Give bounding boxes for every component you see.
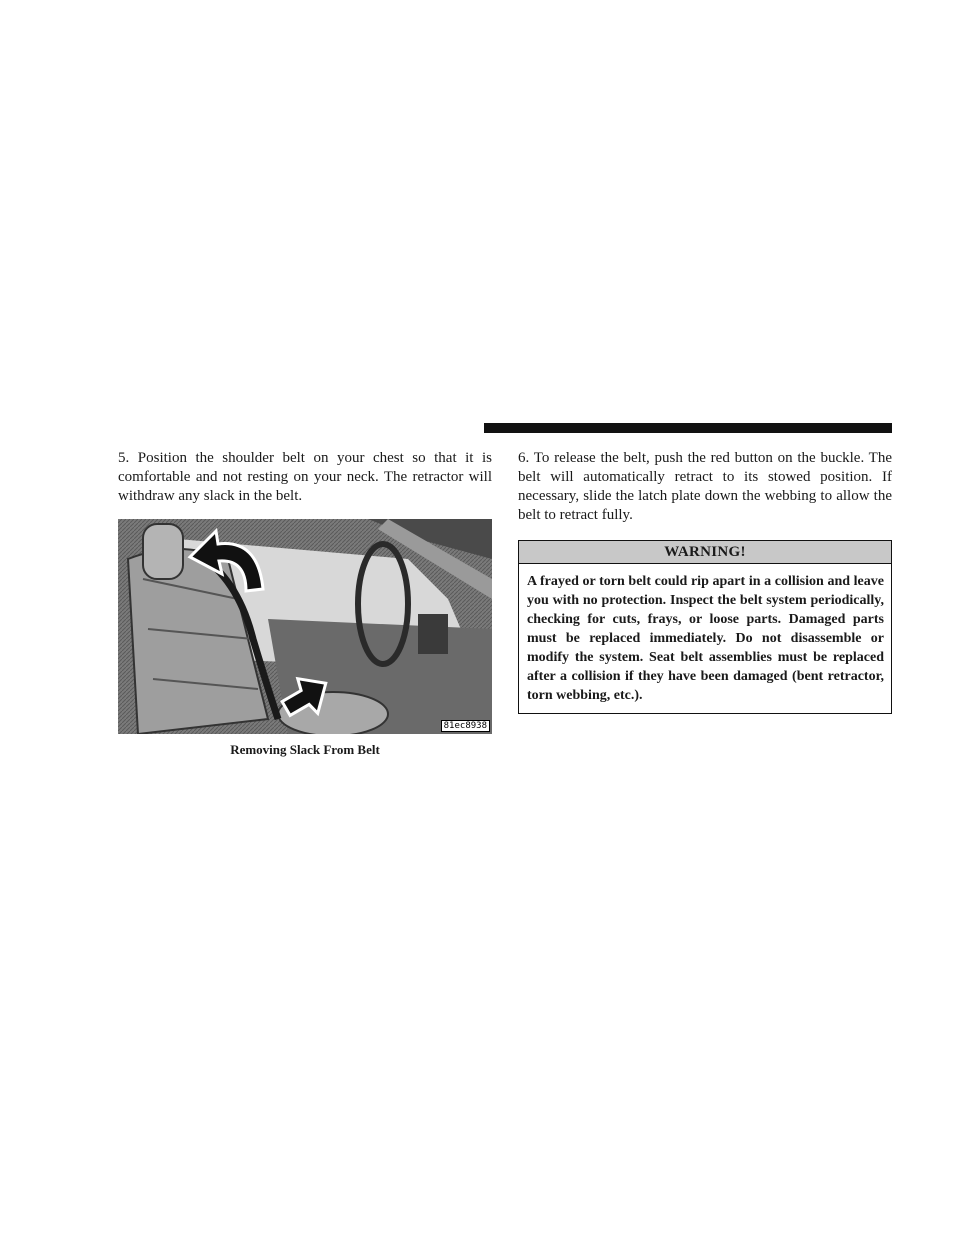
step-5-paragraph: 5. Position the shoulder belt on your chest so that it is comfortable and not resting on your neck. The retractor will withdraw any slack in the belt. [118, 450, 492, 504]
warning-box [518, 540, 892, 714]
right-column [518, 449, 892, 714]
warning-text: A frayed or torn belt could rip apart in a collision and leave you with no protection. Inspect the belt system periodically, checking for cuts, frays, or loose parts. Damaged parts must be replaced immediately. Do not disassemble or modify the system. Seat belt assemblies must be replaced after a collision if they have been damaged (bent retractor, torn webbing, etc.). [527, 574, 884, 703]
section-rule [484, 423, 892, 433]
seatbelt-illustration [118, 519, 492, 734]
figure-code: 81ec8938 [441, 720, 490, 732]
warning-title: WARNING! [519, 541, 891, 564]
left-column [118, 449, 492, 758]
car-interior-drawing [118, 519, 492, 734]
step-6-paragraph: 6. To release the belt, push the red button on the buckle. The belt will automatically retract to its stowed position. If necessary, slide the latch plate down the webbing to allow the belt to retract fully. [518, 450, 892, 523]
figure-caption: Removing Slack From Belt [230, 742, 380, 757]
